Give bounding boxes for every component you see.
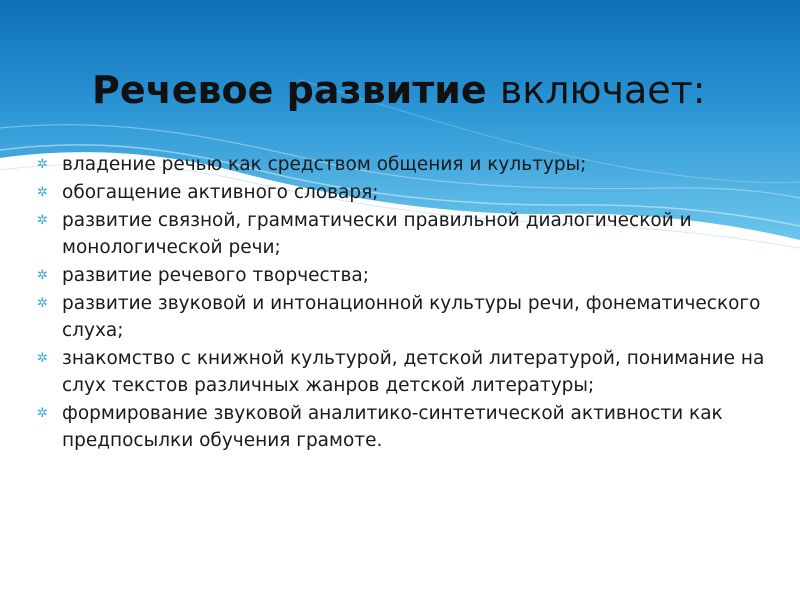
title-bold-part: Речевое развитие <box>92 68 487 112</box>
list-item-text: формирование звуковой аналитико-синтетической активности как предпосылки обучения грамоте. <box>62 403 723 451</box>
list-item <box>37 207 787 261</box>
list-item <box>37 345 787 399</box>
star-bullet-icon: ✲ <box>37 351 48 366</box>
list-item-text: знакомство с книжной культурой, детской литературой, понимание на слух текстов различных жанров детской литературы; <box>62 348 765 396</box>
title-regular-part: включает: <box>499 68 706 112</box>
list-item-text: владение речью как средством общения и культуры; <box>62 154 587 175</box>
star-bullet-icon: ✲ <box>37 185 48 200</box>
list-item-text: обогащение активного словаря; <box>62 182 379 203</box>
star-bullet-icon: ✲ <box>37 268 48 283</box>
list-item-text: развитие звуковой и интонационной культуры речи, фонематического слуха; <box>62 293 761 341</box>
list-item <box>37 290 787 344</box>
star-bullet-icon: ✲ <box>37 296 48 311</box>
list-item <box>37 262 787 289</box>
list-item-text: развитие речевого творчества; <box>62 265 369 286</box>
list-item-text: развитие связной, грамматически правильной диалогической и монологической речи; <box>62 210 692 258</box>
list-item <box>37 400 787 454</box>
list-item <box>37 179 787 206</box>
bullet-list <box>37 151 787 455</box>
list-item <box>37 151 787 178</box>
star-bullet-icon: ✲ <box>37 157 48 172</box>
star-bullet-icon: ✲ <box>37 406 48 421</box>
slide-title <box>92 64 706 116</box>
star-bullet-icon: ✲ <box>37 213 48 228</box>
